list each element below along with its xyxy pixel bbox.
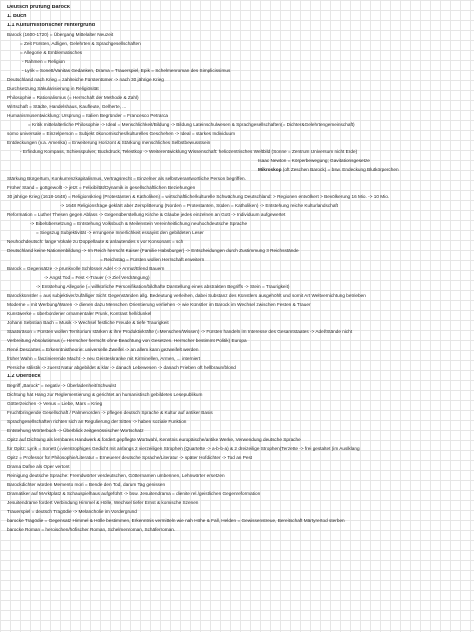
- note-line: Isaac Newton = Körperbewegung; Gavitationsgesetze: [258, 158, 370, 163]
- note-line: Humanismusentwicklung: Ursprung = Italien Begründer = Francesco Petrarca: [7, 113, 169, 118]
- note-line: Durchsetzung Säkularisierung in Religiösität: [7, 86, 99, 91]
- note-line: Barockdichter würden Memento mori = Bende den Tod, darum Tag genissen: [7, 482, 166, 487]
- document-title: Deutsch prüfung Barock: [7, 5, 70, 10]
- note-line: Götterzeichen -> Venus = Liebe, Mars = Krieg: [7, 401, 103, 406]
- note-line: somo universale = Einzelperson = Subjekt ökonomisches/kulturelles Geschehen -> Ideal = starkes Individuum: [7, 131, 235, 136]
- bold-term: Mikroskop: [258, 167, 282, 172]
- note-line: barocke Tragödie = Gegensatz Himmel & Hölle bestimmen, Erkenntnis vermitteln wie nah Höhe & Fall, Helden = Gewissenstreue, Bereitschaft Märtyrertod sterben: [7, 518, 345, 523]
- note-line: Deutschland nach Krieg = zahlreiche Fürstentümer -> nach 30 jährige Krieg: [7, 77, 164, 82]
- note-line: Drama Dafne als Oper vertont: [7, 464, 70, 469]
- note-line: - Lyrik = Sonett/Vanitas Gedanken, Drama = Trauerspiel, Epik = Schelmenroman des Simplicissimus: [22, 68, 231, 73]
- note-line: für Opitz: Lyrik = Sonett (=vierstrophiges Gedicht mit anfangs 2 vierzeiligen Strophen (Quartette -> a-b-b-a) & 2 dreizeilige Strophen(Terzette -> frei gestaltet )im Auslklang: [7, 446, 360, 451]
- note-line: Früher Stand = gottgewollt -> jetzt = Felixibiltät/Dynamik in gesellschaftlichen Beziehungen: [7, 185, 196, 190]
- note-line: Dichtung hat Hang zur Reglementierung & gerichtet an humanistisch gebildetes Lesepublikum: [7, 392, 203, 397]
- note-line: Reinigung deutsche Sprache: Fremdwörter verdeutschen, Götternamen umbennen, Lehnwörter ersetzen: [7, 473, 225, 478]
- note-line: 30 jährige Krieg (1618-1648) = Religionskrieg (Protestanten & Katholiken) = wirtschaftliche/kulturelle Schwächung Deutschland: > Regionen entvölkert > Bevölkerung 16 Mio. -> 10 Mio.: [7, 194, 390, 199]
- note-line: Fruchtbringende Gesellschaft / Palmenorden -> pflegen deutsch Sprache & Kultur auf antiker Basis: [7, 410, 213, 415]
- note-line: - Rahmen = Religion: [22, 59, 65, 64]
- note-line: Verbreitung Absolutismus (= Herrscher herrscht ohne Beachtung von Gesetzen. Herrscher bestimmt Politik) Europa: [7, 338, 247, 343]
- note-line: Wirtschaft = Städte, Handelshaus, Kaufleute, Gelherte, ...: [7, 104, 127, 109]
- note-line: Neuhochdeutsch: lange Vokale zu Doppellaute & anlautendes s vor Konsonant = sch: [7, 239, 184, 244]
- note-line: Persiche stilistik -> zuerst Natur abgebildet & klar -> danach Lebewesen -> danach Frieben oft hellbraun/blond: [7, 365, 236, 370]
- note-line: Entstehung Wörterbuch -> Überblick zeitgenössischer Wortschatz: [7, 428, 144, 433]
- note-line: -> Bibelübersetzung = Entstehung Volksbuch & Meilenstein Vereinheitlichung neuhochdeutsche Sprache: [30, 221, 248, 226]
- note-line: Deutschland keine Nationenbildung -> Im Reich herrscht Kaiser (Familie Habsburger) -> Entscheidungen durch Zustimmung 3 Reichsstände: [7, 248, 299, 253]
- note-line: Begriff „Barock“ = negativ -> Überladenheit/Schwulst: [7, 383, 117, 388]
- note-line: früher Wahn = faszinierende Macht -> neu Geisteskranke mit Kirminellen, Armen, ... interniert: [7, 356, 201, 361]
- note-line: = Siegszug Subjektivität -> errungene Innerlichkeit essayist den gebildeten Leser: [36, 230, 204, 235]
- note-line: Reformation = Luther Thesen gegen Ablass -> Gegenüberstellung Kirche & Glaube jedes einzelnen an Gott -> Individuum aufgewertet: [7, 212, 286, 217]
- note-line: Staatsräson = Fürsten wollen Territorium stärken & ihre Produktivkräfte (=Menschen/Wissen) -> Fürsten handeln im Interesse des Gesamtstaates -> Adel/Stände nicht: [7, 329, 353, 334]
- section-heading: 1.1 Kulturhistorischer Hintergrund: [7, 23, 96, 28]
- note-line: Opitz auf Dichtung als lernbares Handwerk & fordert gepflegte Wortwahl, Kenntnis europäische/antike Werke, Verwendung deutsche Sprache: [7, 437, 301, 442]
- note-line: Jesuitendrame fordert Verbindung Himmel & Hölle, Wechsel tiefer Ernst & komische Szenen: [7, 500, 199, 505]
- note-line: Entdeckungen (v.a. Amerika) = Erweiterung Horizont & Stärkung menschliches Selbstbewusstsein: [7, 140, 211, 145]
- note-line: -> Entstehung Allegorie (= willkürliche Personifikation/bildhafte Darstellung eines abstrakten Begriffs -> Stein = Traurigkeit): [36, 284, 290, 289]
- section-heading: 1.2 Überblick: [7, 374, 41, 379]
- note-line: Barock = Gegensätze -> prunkvolle Schlösser Adel <-> Armut/Elend Bauern: [7, 266, 165, 271]
- chapter-heading: 1. Buch: [7, 14, 27, 19]
- note-line: Mikroskop (oft Zeschen Barock) = bsw. Endeckung Blutkörperchen: [258, 167, 399, 172]
- note-line: Stärkung Bürgertum, Konkurrenzkapitalismus, Vertragsrecht = Einzelner als selbstverantwortliche Person begriffen.: [7, 176, 246, 181]
- note-line: Johann Sebstian Bach = Musik -> Wechsel festliche Freude & tiefe Traurigkeit: [7, 320, 169, 325]
- note-line: -> 1648 Religionsfrage geklärt aber Zersplitterung (Norden = Protestanten, Süden = Katholiken) -> Entstehung reiche Kulturlandschaft: [60, 203, 339, 208]
- note-line: Barockkünstler = aus subjektiver/zufälliger Sicht Gegenständen allg. Bedeutung verleihen, dabei Substanz des Künstlers ausgehöhlt und somit Art Weltvernichtung betrieben: [7, 293, 366, 298]
- note-line: = Reichstag = Fürsten wollen Herrschaft erweitern: [100, 257, 205, 262]
- note-line: Moderne = mit Werbung/Waren -> dienen dazu Menschen Orientierung verliehen -> wie Künstler im Barock im Wechsel zwischen Festen & Trauer: [7, 302, 311, 307]
- note-line: Trauerspiel = deutsch Tragödie -> Melancholie im Vordergrund: [7, 509, 137, 514]
- note-line: Kunstwerke = überbordener ornamentaler Prunk, Kontrast hell/dunkel: [7, 311, 152, 316]
- note-line: Opitz = Professor für Philosophie/Literatur = Erneuerer deutsche Sprache/Literatur -> später Hofdichter -> Tod an Pest: [7, 455, 253, 460]
- note-line: = Zeit Fürsten, Adligen, Gelehrten & Sprachgesellschaften: [20, 41, 141, 46]
- note-line: René Descartes = Erkenntnistheorie: universelle Zweifel -> an allem kann gezweifelt werden: [7, 347, 199, 352]
- note-line: - Erfindung Kompass, Schiesspulver, Buckdruck, Telestkop -> Weiterentwicklung Wissenschaft: heliozentrisches Weltbild (Sonne = Zentrum Universum nicht Erde): [20, 149, 358, 154]
- note-line: = Kritik mittelalterliche Philosophie -> Ideal = Menschlichkeit/Bildung -> Bildung Lateinschulwesen & Sprachgesellschaften(= Dichter&Gelehrtengemeinschaft): [28, 122, 355, 127]
- note-line: Barock (1600-1720) = Übergang Mittelalter Neuzeit: [7, 32, 114, 37]
- note-line: Philosophie = Rationalismus (= Herrschaft der Methode & Zahl): [7, 95, 139, 100]
- note-line: -> Angst Tod = Fest <-Trauer (-> Ziel Verdrängung): [44, 275, 150, 280]
- note-line: barocke Roman = heroischen/höfischer Roman, Schelmenroman, Schäferroman.: [7, 527, 176, 532]
- note-line: Sprachgesellschaften richten sich an Regulierung der Sitten -> haben soziale Funktion: [7, 419, 187, 424]
- note-line: Dramatiker auf MArktplatz & Schauspielhaus aufgeführt -> bsw. Jesuitendrama = dienite rel./geistlichen Gegenreformation: [7, 491, 261, 496]
- note-line: = Allegorie & Emblematisches: [20, 50, 83, 55]
